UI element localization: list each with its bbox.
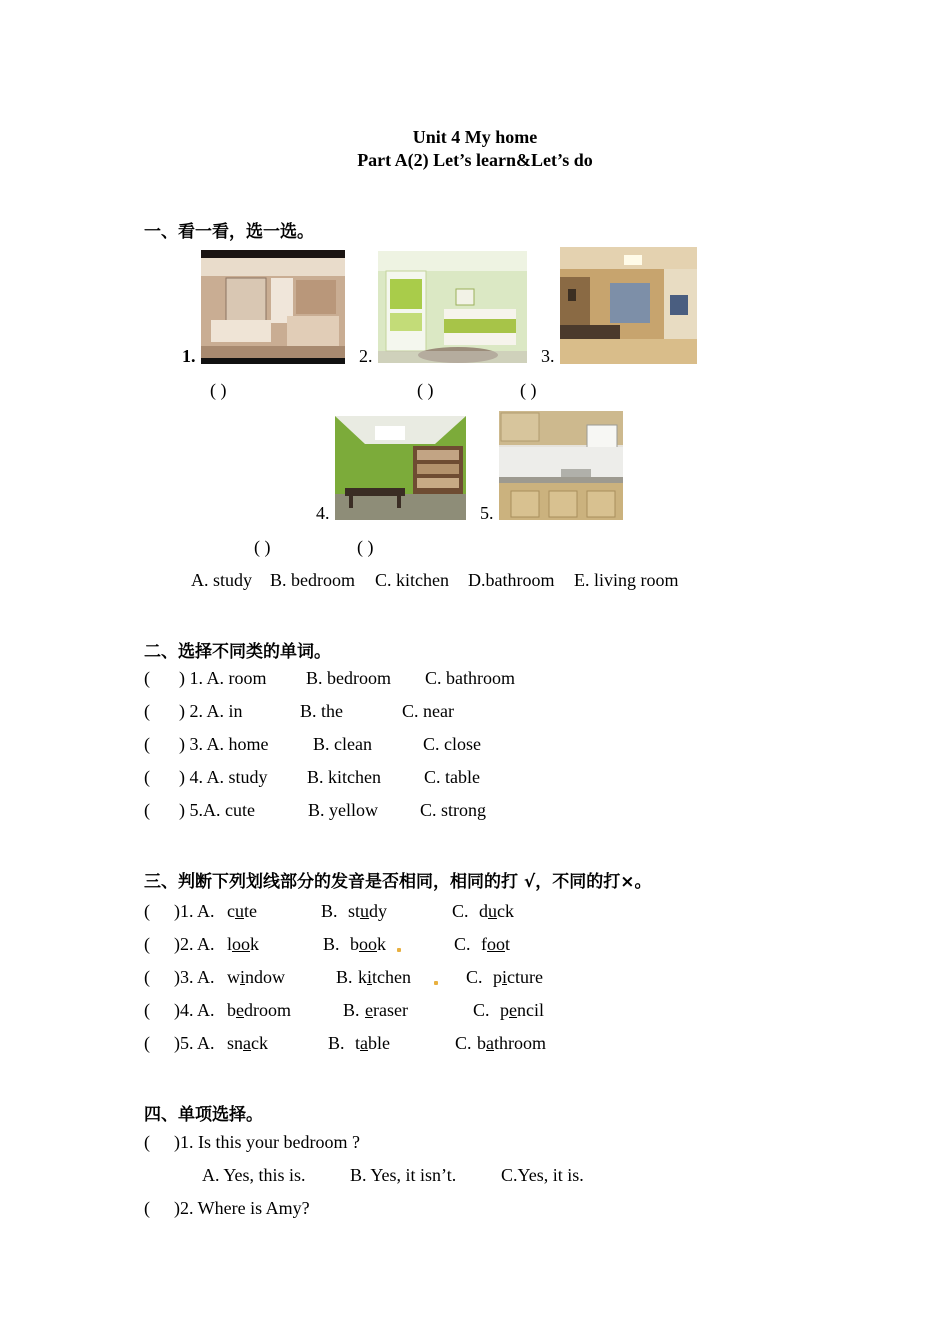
s3-num-5: )5. A. — [174, 1033, 215, 1053]
s3-b-label-5: B. — [328, 1033, 345, 1053]
s3-word-a-3: window — [227, 967, 286, 987]
s2-paren-1[interactable]: ( — [144, 668, 150, 688]
option-d: D.bathroom — [468, 570, 555, 590]
s4-option-c-1: C.Yes, it is. — [501, 1165, 584, 1185]
stray-mark — [397, 948, 401, 952]
s3-paren-3[interactable]: ( — [144, 967, 150, 987]
s3-paren-2[interactable]: ( — [144, 934, 150, 954]
s2-paren-5[interactable]: ( — [144, 800, 150, 820]
s4-question-2: )2. Where is Amy? — [174, 1198, 310, 1218]
kitchen-photo — [499, 411, 623, 520]
s3-paren-5[interactable]: ( — [144, 1033, 150, 1053]
s2-paren-3[interactable]: ( — [144, 734, 150, 754]
s3-num-1: )1. A. — [174, 901, 215, 921]
s3-num-2: )2. A. — [174, 934, 215, 954]
photo-label-3: 3. — [541, 346, 555, 366]
section3-heading: 三、判断下列划线部分的发音是否相同，相同的打 √，不同的打×。 — [144, 872, 652, 892]
option-c: C. kitchen — [375, 570, 449, 590]
s2-question-1: ) 1. A. room — [179, 668, 267, 688]
s3-b-label-1: B. — [321, 901, 338, 921]
s3-word-c-5: bathroom — [477, 1033, 546, 1053]
s2-option-c-5: C. strong — [420, 800, 487, 820]
s3-word-b-1: study — [348, 901, 388, 921]
answer-blank-1[interactable]: ( ) — [210, 380, 227, 400]
living-room-photo — [560, 247, 697, 364]
s2-option-c-2: C. near — [402, 701, 454, 721]
s3-word-c-2: foot — [481, 934, 511, 954]
s3-word-a-1: cute — [227, 901, 257, 921]
s3-word-b-5: table — [355, 1033, 391, 1053]
s3-num-4: )4. A. — [174, 1000, 215, 1020]
s2-question-4: ) 4. A. study — [179, 767, 268, 787]
photo-label-2: 2. — [359, 346, 373, 366]
bathroom-photo — [201, 250, 345, 364]
s3-word-c-3: picture — [493, 967, 543, 987]
s3-b-label-4: B. — [343, 1000, 360, 1020]
s2-option-c-1: C. bathroom — [425, 668, 515, 688]
s3-c-label-4: C. — [473, 1000, 490, 1020]
s2-question-2: ) 2. A. in — [179, 701, 243, 721]
s3-b-label-2: B. — [323, 934, 340, 954]
s2-option-b-3: B. clean — [313, 734, 372, 754]
s2-option-b-1: B. bedroom — [306, 668, 391, 688]
page-subtitle: Part A(2) Let’s learn&Let’s do — [357, 150, 593, 170]
s2-question-5: ) 5.A. cute — [179, 800, 255, 820]
s3-c-label-2: C. — [454, 934, 471, 954]
s2-question-3: ) 3. A. home — [179, 734, 269, 754]
s3-paren-1[interactable]: ( — [144, 901, 150, 921]
s4-option-b-1: B. Yes, it isn’t. — [350, 1165, 457, 1185]
photo-label-5: 5. — [480, 503, 494, 523]
photo-label-1: 1. — [182, 346, 196, 366]
s3-word-b-2: book — [350, 934, 386, 954]
section1-heading: 一、看一看，选一选。 — [144, 222, 314, 242]
s2-paren-4[interactable]: ( — [144, 767, 150, 787]
s2-option-b-4: B. kitchen — [307, 767, 381, 787]
s4-option-a-1: A. Yes, this is. — [202, 1165, 306, 1185]
s3-word-c-1: duck — [479, 901, 514, 921]
answer-blank-5[interactable]: ( ) — [357, 537, 374, 557]
s3-word-b-4: eraser — [365, 1000, 408, 1020]
s3-c-label-3: C. — [466, 967, 483, 987]
option-b: B. bedroom — [270, 570, 355, 590]
s3-num-3: )3. A. — [174, 967, 215, 987]
answer-blank-4[interactable]: ( ) — [254, 537, 271, 557]
photo-label-4: 4. — [316, 503, 330, 523]
answer-blank-3[interactable]: ( ) — [520, 380, 537, 400]
s3-word-a-2: look — [227, 934, 260, 954]
s3-word-a-5: snack — [227, 1033, 269, 1053]
s4-paren-1[interactable]: ( — [144, 1132, 150, 1152]
s2-option-b-2: B. the — [300, 701, 343, 721]
s3-word-a-4: bedroom — [227, 1000, 291, 1020]
s2-option-b-5: B. yellow — [308, 800, 378, 820]
section4-heading: 四、单项选择。 — [144, 1105, 263, 1125]
option-e: E. living room — [574, 570, 679, 590]
s4-question-1: )1. Is this your bedroom ? — [174, 1132, 360, 1152]
s3-word-b-3: kitchen — [358, 967, 411, 987]
page-title: Unit 4 My home — [412, 127, 538, 147]
s3-paren-4[interactable]: ( — [144, 1000, 150, 1020]
s2-option-c-4: C. table — [424, 767, 480, 787]
option-a: A. study — [191, 570, 253, 590]
s3-b-label-3: B. — [336, 967, 353, 987]
answer-blank-2[interactable]: ( ) — [417, 380, 434, 400]
stray-mark — [434, 981, 438, 985]
s2-paren-2[interactable]: ( — [144, 701, 150, 721]
s3-word-c-4: pencil — [500, 1000, 544, 1020]
study-photo — [335, 416, 466, 520]
s3-c-label-5: C. — [455, 1033, 472, 1053]
section2-heading: 二、选择不同类的单词。 — [144, 642, 331, 662]
s4-paren-2[interactable]: ( — [144, 1198, 150, 1218]
bedroom-photo — [378, 251, 527, 363]
s2-option-c-3: C. close — [423, 734, 481, 754]
s3-c-label-1: C. — [452, 901, 469, 921]
